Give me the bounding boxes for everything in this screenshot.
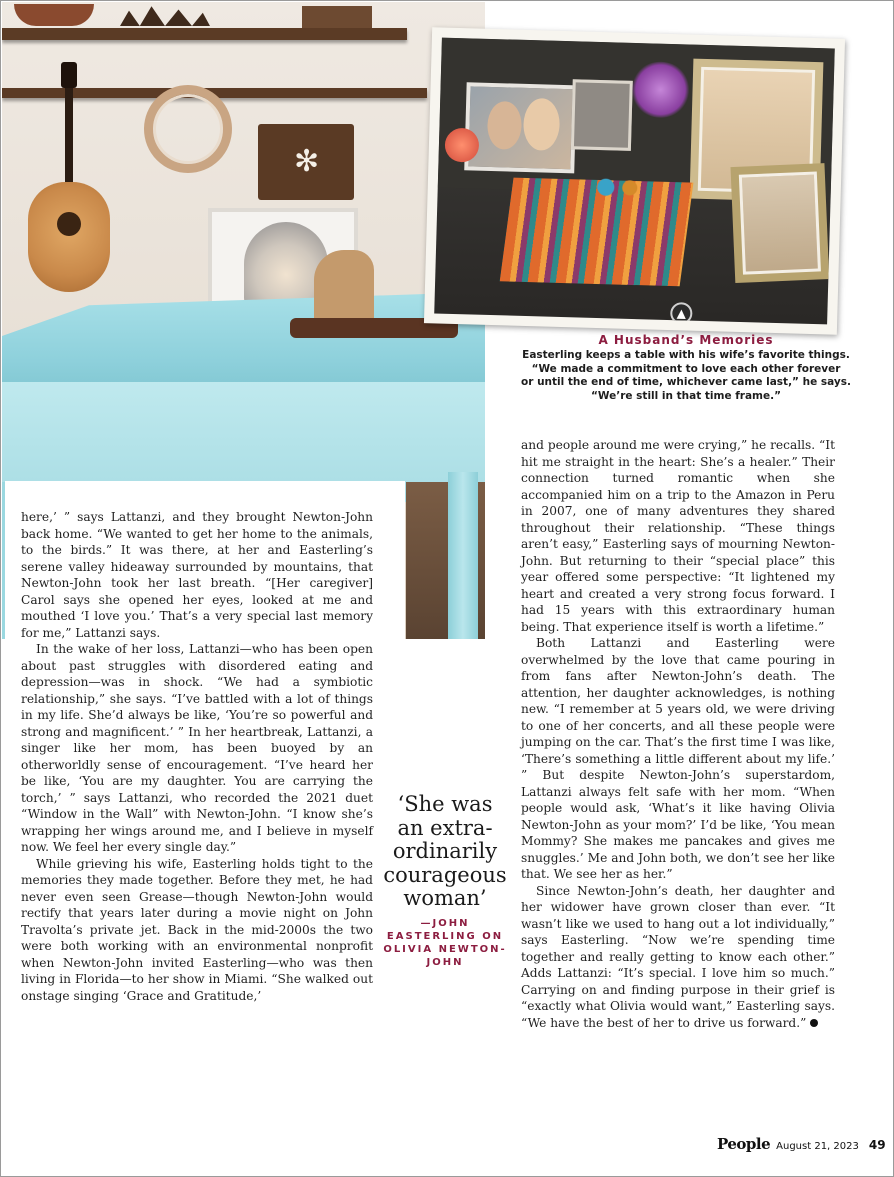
caption-title: A Husband’s Memories: [598, 333, 774, 347]
caption-line: “We’re still in that time frame.”: [591, 389, 781, 402]
paragraph: here,’ ” says Lattanzi, and they brought Newton-John back home. “We wanted to get her home to the animals, to the birds.” It was there, at her and Easterling’s serene valley hideaway surrounded by mountains, that Newton-John took her last breath. “[Her caregiver] Carol says she opened her eyes, looked at me and mouthed ‘I love you.’ That’s a very special last memory for me,” Lattanzi says.: [21, 510, 373, 640]
caption-line: Easterling keeps a table with his wife’s favorite things.: [522, 349, 850, 361]
palm-plaque: ✻: [258, 124, 354, 200]
shelf-box: [302, 6, 372, 28]
paragraph: and people around me were crying,” he recalls. “It hit me straight in the heart: She’s a healer.” Their connection turned romantic when she accompanied him on a trip to the Amazon in Peru in 2007, one of many adventures they shared throughout their relationship. “These things aren’t easy,” Easterling says of mourning Newton-John. But returning to their “special place” this year offered some perspective: “It lightened my heart and created a very strong focus forward. I had 15 years with this extraordinary human being. That experience itself is worth a lifetime.”: [521, 438, 835, 634]
arrow-up-icon[interactable]: ▲: [670, 302, 693, 324]
photo-caption: [521, 331, 851, 403]
end-mark-icon: [810, 1019, 818, 1027]
piano-leg: [448, 472, 478, 639]
article-column-left: [21, 509, 373, 1004]
landscape-photo: [571, 79, 633, 151]
page-number: 49: [868, 1138, 886, 1152]
paragraph-text: Since Newton-John’s death, her daughter and her widower have grown closer than ever. “It wasn’t like we used to hang out a lot individually,” says Easterling. “Now we’re spending time together and really getting to know each other.” Adds Lattanzi: “It’s special. I love him so much.” Carrying on and finding purpose in their grief is “exactly what Olivia would want,” Easterling says. “We have the best of her to drive us forward.”: [521, 883, 835, 1030]
pull-quote: [383, 793, 507, 969]
wood-sculpture: [314, 250, 374, 326]
paragraph: While grieving his wife, Easterling holds tight to the memories they made together. Before they met, he had never even seen Grease—though Newton-John would rectify that years later during a movie night on John Travolta’s private jet. Back in the mid-2000s the two were both working with an environmental nonprofit when Newton-John invited Easterling—who was then living in Florida—to her show in Miami. “She walked out onstage singing ‘Grace and Gratitude,’: [21, 856, 373, 1003]
issue-date: August 21, 2023: [776, 1141, 859, 1152]
framed-family-photo: [730, 163, 829, 283]
wall-shelf: [2, 28, 407, 40]
paragraph: Both Lattanzi and Easterling were overwhelmed by the love that came pouring in from fans after Newton-John’s death. The attention, her daughter acknowledges, is nothing new. “I remember at 5 years old, we were driving to one of her concerts, and all these people were jumping on the car. That’s the first time I was like, ‘There’s something a little different about my life.’ ” But despite Newton-John’s superstardom, Lattanzi always felt safe with her mom. “When people would ask, ‘What’s it like having Olivia Newton-John as your mom?’ I’d be like, ‘You mean Mommy? She makes me pancakes and gives me snuggles.’ Me and John both, we don’t see her like that. We see her as her.”: [521, 636, 835, 881]
caption-line: or until the end of time, whichever came last,” he says.: [521, 376, 851, 388]
couple-photo: [464, 82, 576, 173]
pull-quote-text: ‘She was an extra-ordinarily courageous woman’: [383, 792, 507, 910]
magazine-logo: People: [717, 1135, 771, 1153]
shelf-ornament: [120, 4, 210, 26]
acoustic-guitar: [28, 62, 110, 292]
decorative-bowl: [14, 4, 94, 26]
caption-line: “We made a commitment to love each other forever: [531, 362, 841, 375]
paragraph-final: [521, 883, 835, 1032]
paragraph: In the wake of her loss, Lattanzi—who has been open about past struggles with disordered eating and depression—was in shock. “We had a symbiotic relationship,” she says. “I’ve battled with a lot of things in my life. She’d always be like, ‘You’re so powerful and strong and magnificent.’ ” In her heartbreak, Lattanzi, a singer like her mom, has been buoyed by an otherworldly sense of encouragement. “I’ve heard her be like, ‘You are my daughter. You are carrying the torch,’ ” says Lattanzi, who recorded the 2021 duet “Window in the Wall” with Newton-John. “I know she’s wrapping her wings around me, and I believe in myself now. We feel her every single day.”: [21, 642, 373, 854]
page-footer: [717, 1135, 886, 1155]
article-column-right: [521, 437, 835, 1031]
woven-hoop: [144, 85, 232, 173]
memory-table-photo: [424, 27, 845, 334]
crystal-orbs: [587, 172, 648, 204]
pull-quote-attribution: —JOHN EASTERLING ON OLIVIA NEWTON-JOHN: [383, 917, 507, 968]
